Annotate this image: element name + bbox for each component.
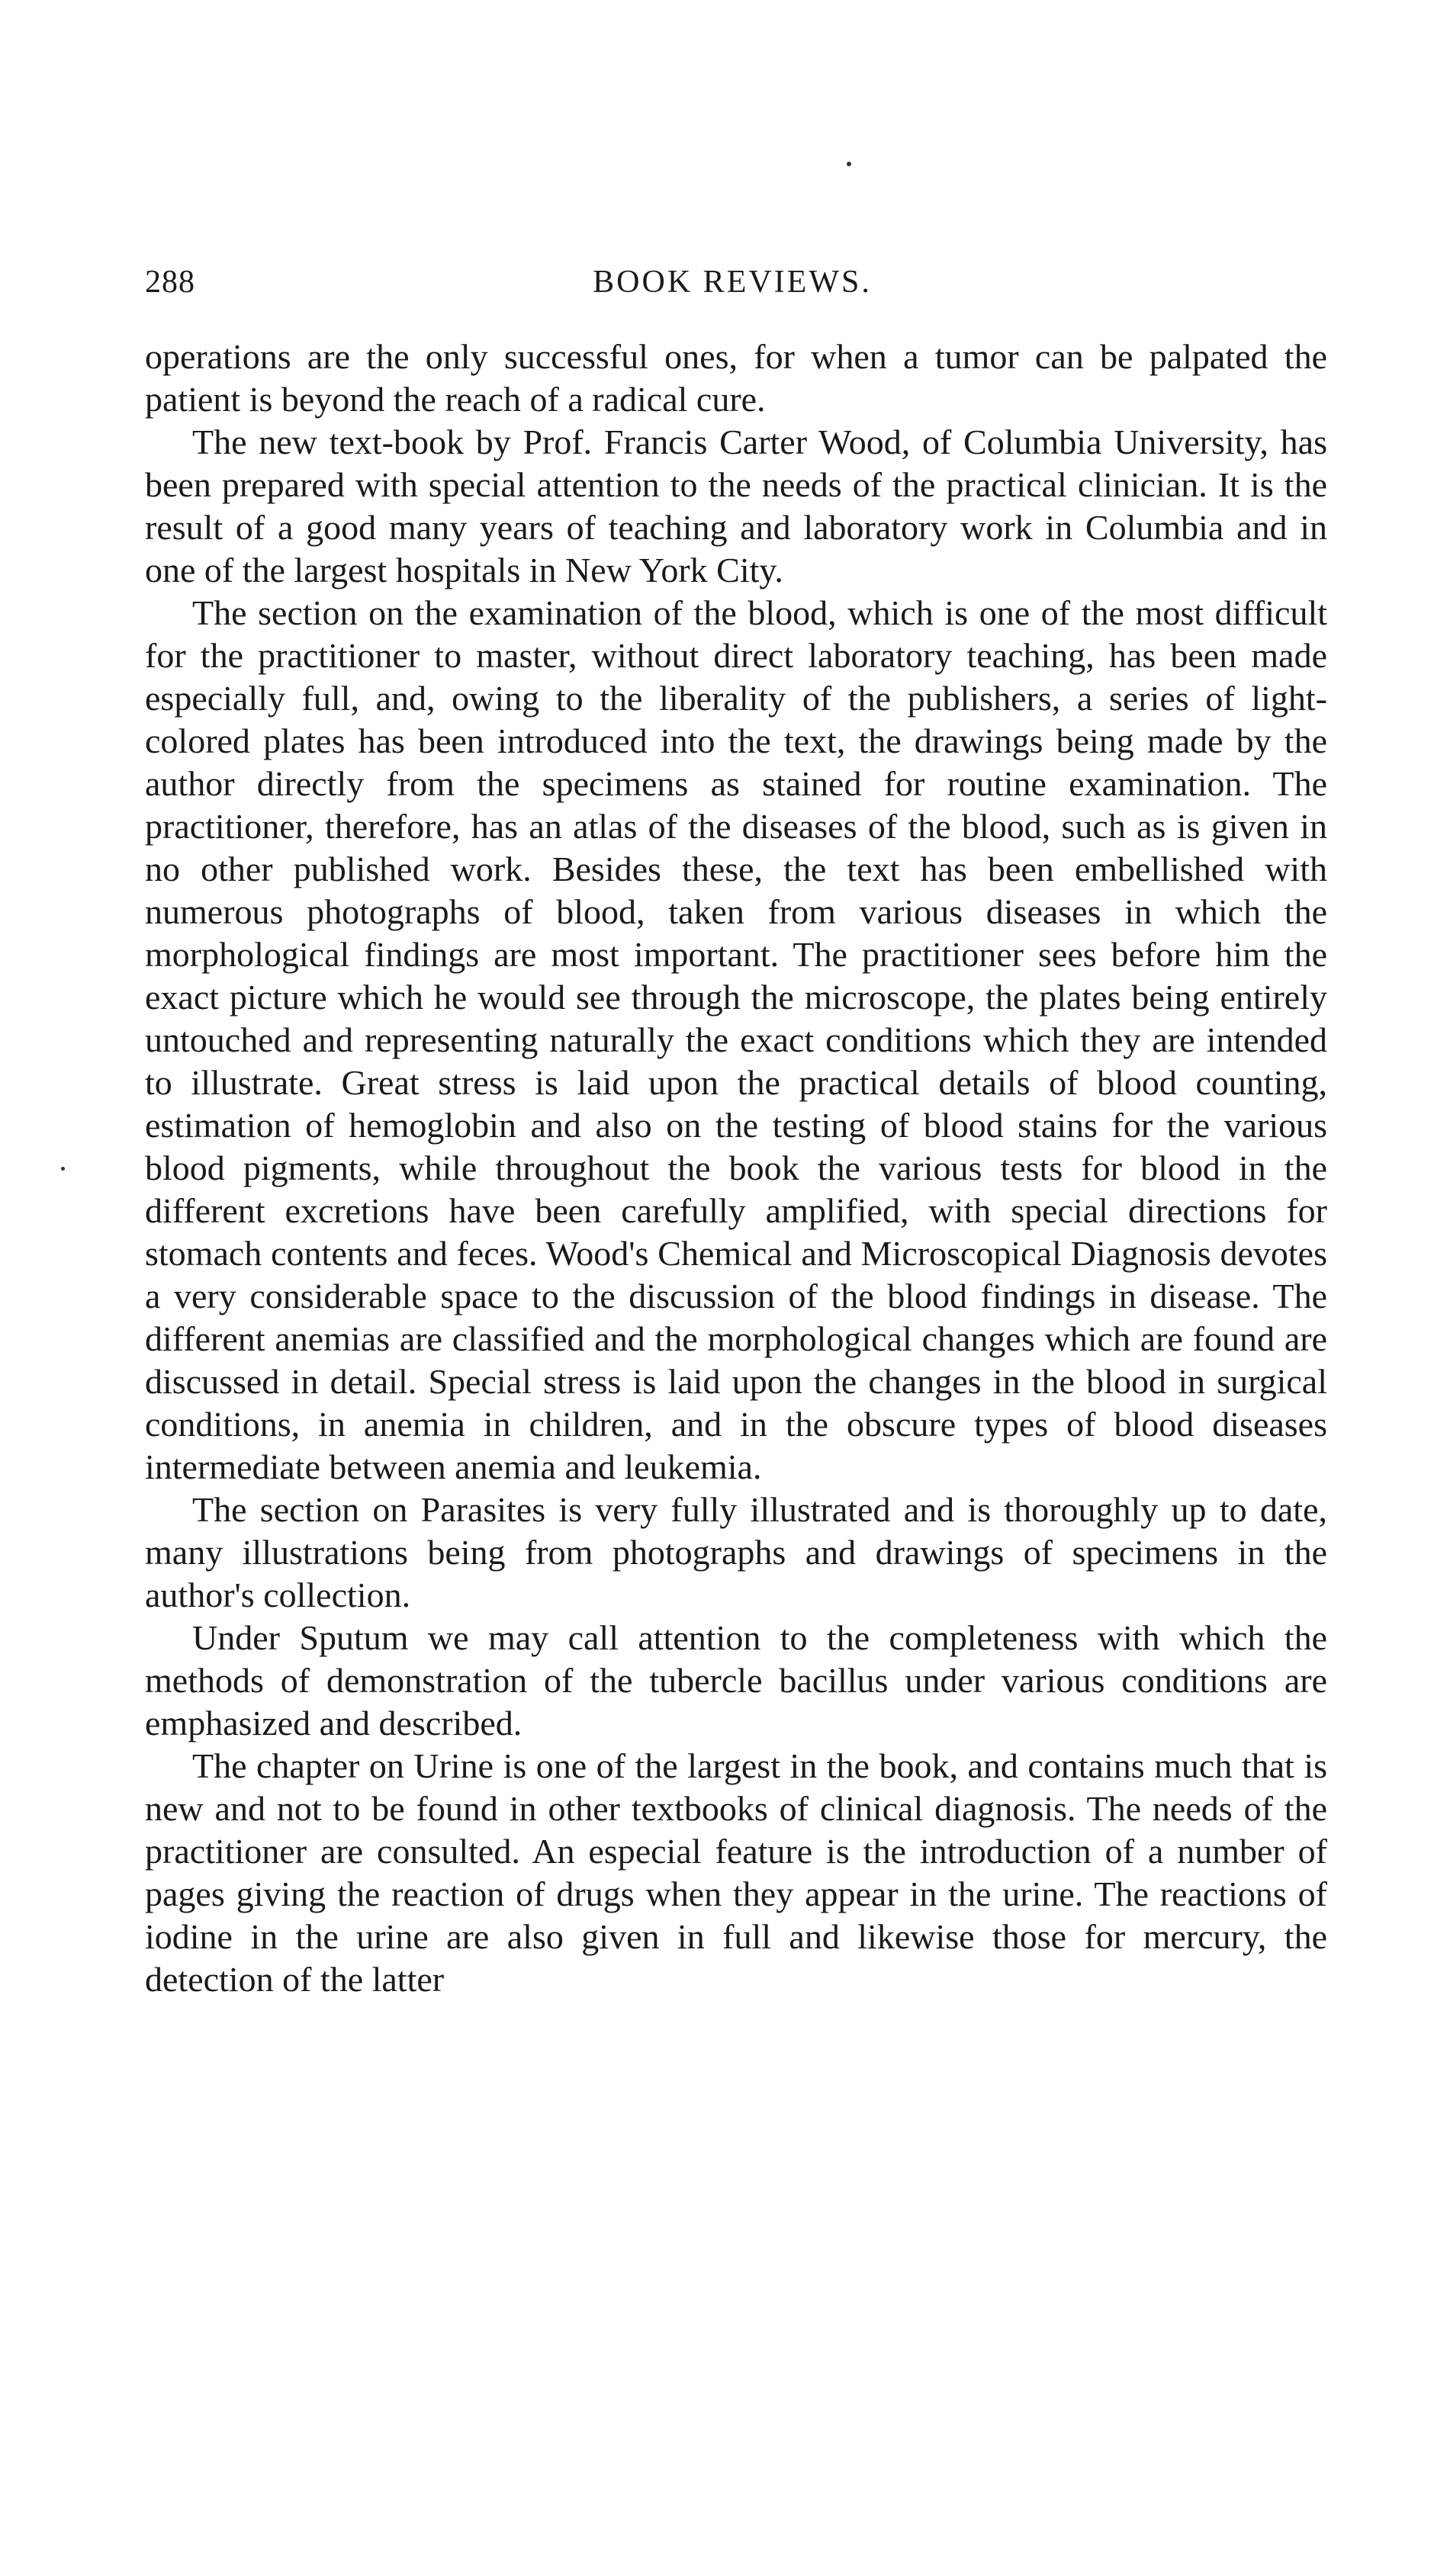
running-head: BOOK REVIEWS. <box>593 265 872 300</box>
page-header <box>145 264 1320 310</box>
review-body <box>145 336 1327 2001</box>
paragraph-continuation: operations are the only successful ones, for when a tumor can be palpated the patient is beyond the reach of a radical cure. <box>145 337 1327 419</box>
paragraph-blood-section: The section on the examination of the blood, which is one of the most difficult for the practitioner to master, without direct laboratory teaching, has been made especially full, and, owing to the liberality of the publishers, a series of light-colored plates has been introduced into the text, the drawings being made by the author directly from the specimens as stained for routine examination. The practitioner, therefore, has an atlas of the diseases of the blood, such as is given in no other published work. Besides these, the text has been embellished with numerous photographs of blood, taken from various diseases in which the morphological findings are most important. The practitioner sees before him the exact picture which he would see through the microscope, the plates being entirely untouched and representing naturally the exact conditions which they are intended to illustrate. Great stress is laid upon the practical details of blood counting, estimation of hemoglobin and also on the testing of blood stains for the various blood pigments, while throughout the book the various tests for blood in the different excretions have been carefully amplified, with special directions for stomach contents and feces. Wood's Chemical and Microscopical Diagnosis devotes a very considerable space to the discussion of the blood findings in disease. The different anemias are classified and the morphological changes which are found are discussed in detail. Special stress is laid upon the changes in the blood in surgical conditions, in anemia in children, and in the obscure types of blood diseases intermediate between anemia and leukemia. <box>145 593 1327 1486</box>
paragraph-parasites: The section on Parasites is very fully illustrated and is thoroughly up to date, many illustrations being from photographs and drawings of specimens in the author's collection. <box>145 1490 1327 1614</box>
ink-speck-top <box>847 162 851 166</box>
ink-speck-margin <box>61 1167 65 1171</box>
paragraph-textbook-intro: The new text-book by Prof. Francis Carter Wood, of Columbia University, has been prepared with special attention to the needs of the practical clinician. It is the result of a good many years of teaching and laboratory work in Columbia and in one of the largest hospitals in New York City. <box>145 422 1327 589</box>
paragraph-sputum: Under Sputum we may call attention to the completeness with which the methods of demonstration of the tubercle bacillus under various conditions are emphasized and described. <box>145 1618 1327 1742</box>
paragraph-urine: The chapter on Urine is one of the largest in the book, and contains much that is new and not to be found in other textbooks of clinical diagnosis. The needs of the practitioner are consulted. An especial feature is the introduction of a number of pages giving the reaction of drugs when they appear in the urine. The reactions of iodine in the urine are also given in full and likewise those for mercury, the detection of the latter <box>145 1746 1327 1999</box>
page-number: 288 <box>145 265 195 300</box>
